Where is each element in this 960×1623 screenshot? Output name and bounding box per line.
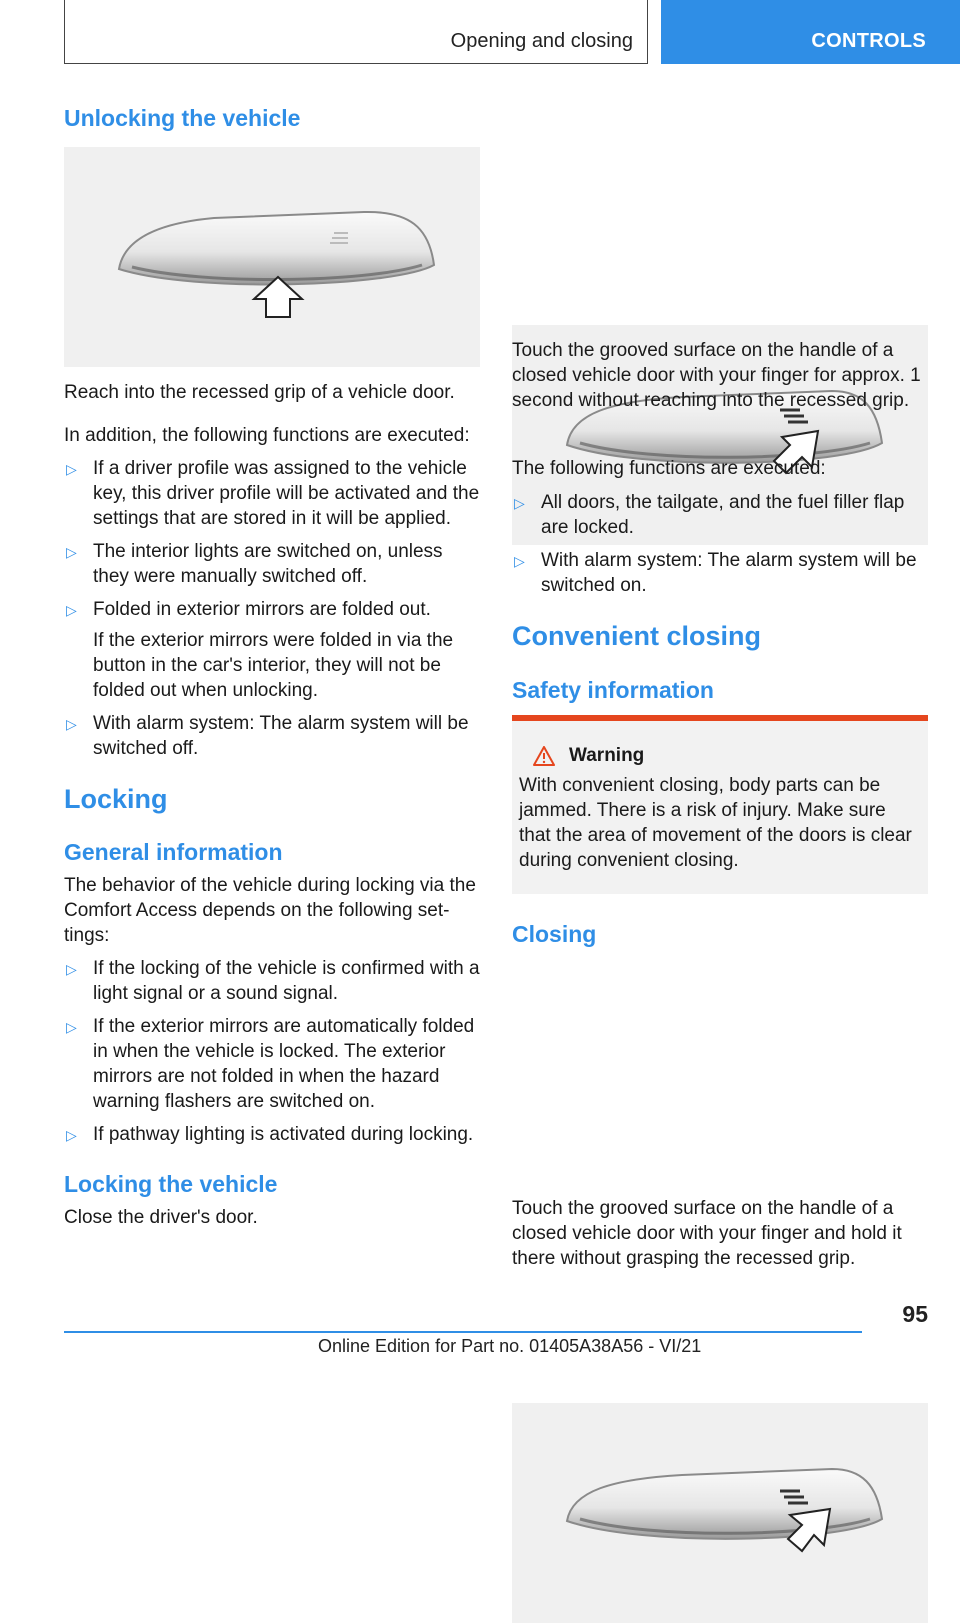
mirror-note: If the exterior mirrors were folded in via the button in the car's interior, they will not be folded out when unlocking. (93, 630, 454, 701)
triangle-right-icon: ▷ (66, 961, 77, 977)
header-section-box (64, 0, 648, 64)
general-information-heading: General information (64, 839, 283, 865)
list-item: ▷ Folded in exterior mirrors are folded out. (64, 597, 480, 622)
locking-heading: Locking (64, 784, 168, 814)
header-tab-label: CONTROLS (811, 30, 926, 52)
closing-heading: Closing (512, 921, 597, 947)
list-item: ▷ All doors, the tailgate, and the fuel filler flap are locked. (514, 492, 905, 538)
triangle-right-icon: ▷ (514, 495, 525, 511)
triangle-right-icon: ▷ (66, 544, 77, 560)
list-item: ▷ If a driver profile was assigned to the vehicle key, this driver profile will be activated and the settings that are stored in it will be applied. (66, 458, 480, 529)
triangle-right-icon: ▷ (66, 461, 77, 477)
lock-list (512, 490, 928, 598)
list-item: ▷ If the exterior mirrors are automatically folded in when the vehicle is locked. The exterior mirrors are not folded in when the hazard warning flashers are switched on. (66, 1016, 475, 1112)
door-handle-illustration (512, 1403, 928, 1623)
unlock-handle-figure (64, 147, 480, 367)
door-handle-illustration (64, 147, 480, 367)
footer-edition: Online Edition for Part no. 01405A38A56 - VI/21 (318, 1336, 702, 1356)
warning-title: Warning (569, 745, 645, 766)
list-item: ▷ The interior lights are switched on, unless they were manually switched off. (66, 541, 443, 587)
closing-figure (512, 1403, 928, 1623)
warning-triangle-icon (533, 746, 555, 766)
triangle-right-icon: ▷ (66, 602, 77, 618)
closing-text: Touch the grooved surface on the handle of a closed vehicle door with your finger and hold it there without grasping the recessed grip. (512, 1198, 902, 1269)
unlocking-heading: Unlocking the vehicle (64, 105, 301, 131)
locking-the-vehicle-heading: Locking the vehicle (64, 1171, 278, 1197)
list-item: ▷ With alarm system: The alarm system will be switched off. (66, 713, 469, 759)
triangle-right-icon: ▷ (514, 553, 525, 569)
close-door-text: Close the driver's door. (64, 1207, 258, 1228)
header-tab (661, 0, 960, 64)
general-text: The behavior of the vehicle during locking via the Comfort Access depends on the following set-tings: (64, 875, 476, 946)
header-section-title: Opening and closing (450, 30, 633, 52)
warning-box (512, 715, 928, 894)
touch-text: Touch the grooved surface on the handle of a closed vehicle door with your finger for approx. 1 second without reaching into the recessed grip. (512, 340, 921, 411)
unlock-list (64, 456, 480, 761)
footer-divider (64, 1331, 862, 1333)
list-item: ▷ With alarm system: The alarm system will be switched on. (514, 550, 917, 596)
list-item: ▷ If the locking of the vehicle is confirmed with a light signal or a sound signal. (66, 958, 480, 1004)
reach-text: Reach into the recessed grip of a vehicle door. (64, 382, 455, 403)
locking-list (64, 956, 480, 1147)
following-text: The following functions are executed: (512, 458, 826, 479)
triangle-right-icon: ▷ (66, 1127, 77, 1143)
warning-text: With convenient closing, body parts can be jammed. There is a risk of injury. Make sure that the area of movement of the doors is clear during convenient closing. (519, 775, 912, 871)
triangle-right-icon: ▷ (66, 716, 77, 732)
safety-information-heading: Safety information (512, 677, 714, 703)
warning-header (519, 745, 920, 767)
left-column (64, 104, 480, 132)
list-item: ▷ If pathway lighting is activated during locking. (64, 1122, 480, 1147)
triangle-right-icon: ▷ (66, 1019, 77, 1035)
convenient-closing-heading: Convenient closing (512, 621, 762, 651)
page-number: 95 (902, 1301, 928, 1327)
addition-text: In addition, the following functions are executed: (64, 425, 470, 446)
